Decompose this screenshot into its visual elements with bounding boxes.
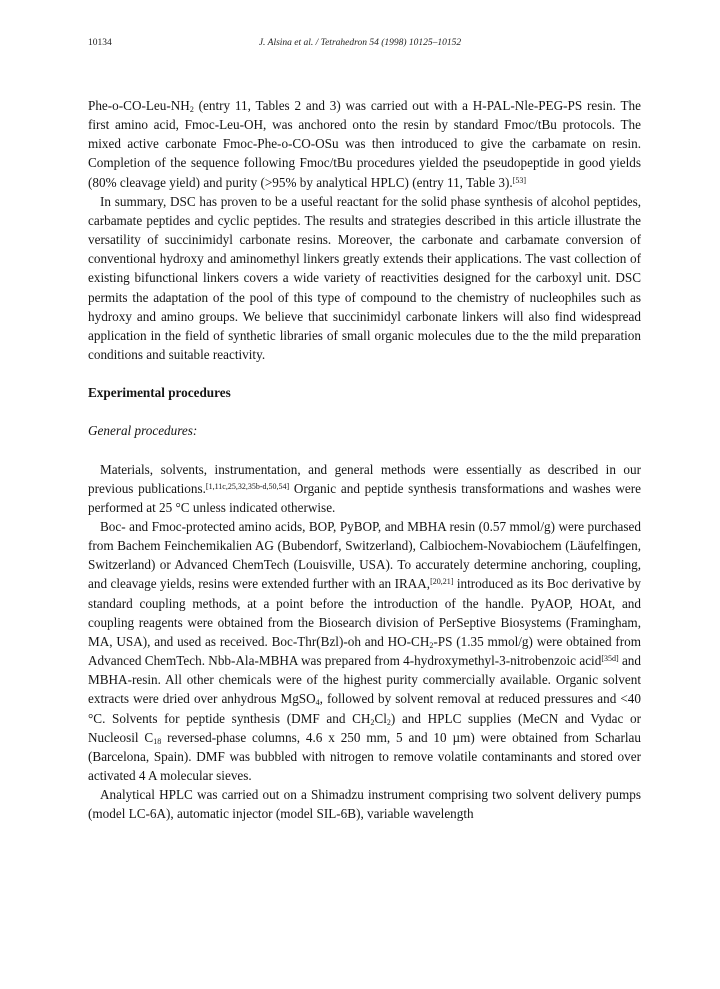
paragraph-pseudopeptide: Phe-$o-CO-Leu-NH_2$ (entry 11, Tables 2 and 3) was carried out with a H-PAL-Nle-PEG-PS resin. The first amino acid, Fmoc-Leu-OH, was anchored onto the resin by standard Fmoc/tBu protocols. The mixed active carbonate Fmoc-Phe-o-CO-OSu was then introduced to give the carbamate on resin. Completion of the sequence following Fmoc/tBu procedures yielded the pseudopeptide in good yields (80% cleavage yield) and purity (>95% by analytical HPLC) (entry 11, Table 3).[53] [88, 98, 641, 190]
citation-marker: [20,21] [430, 577, 454, 587]
paragraph-reagents: Boc- and Fmoc-protected amino acids, BOP, PyBOP, and MBHA resin (0.57 mmol/g) were purchased from Bachem Feinchemikalien AG (Bubendorf, Switzerland), Calbiochem-Novabiochem (Läufelfingen, Switzerland) or Advanced ChemTech (Louisville, USA). To accurately determine anchoring, coupling, and cleavage yields, resins were extended further with an IRAA,[20,21] introduced as its Boc derivative by standard coupling methods, at a point before the introduction of the handle. PyAOP, HOAt, and coupling reagents were obtained from the Biosearch division of PerSeptive Biosystems (Framingham, MA, USA), and used as received. Boc-Thr(Bzl)-oh and $HO-CH_2-PS$ (1.35 mmol/g) were obtained from Advanced ChemTech. Nbb-Ala-MBHA was prepared from 4-hydroxymethyl-3-nitrobenzoic acid[35d] and MBHA-resin. All other chemicals were of the highest purity commercially available. Organic solvent extracts were dried over anhydrous MgSO$_4$, followed by solvent removal at reduced pressures and <40 °C. Solvents for peptide synthesis (DMF and $CH_2Cl_2$) and HPLC supplies (MeCN and Vydac or Nucleosil $C_{18}$ reversed-phase columns, 4.6 x 250 mm, 5 and 10 µm) were obtained from Scharlau (Barcelona, Spain). DMF was bubbled with nitrogen to remove volatile contaminants and stored over activated 4 A molecular sieves. [88, 518, 642, 783]
page-number: 10134 [88, 38, 112, 48]
paragraph-hplc: Analytical HPLC was carried out on a Shimadzu instrument comprising two solvent delivery pumps (model LC-6A), automatic injector (model SIL-6B), variable wavelength [88, 787, 641, 822]
section-heading-experimental: Experimental procedures [88, 385, 231, 401]
running-header [88, 38, 632, 52]
journal-citation: J. Alsina et al. / Tetrahedron 54 (1998) 10125–10152 [258, 38, 462, 48]
subsection-heading-general: General procedures: [88, 423, 198, 439]
citation-marker: [1,11c,25,32,35b-d,50,54] [205, 481, 290, 491]
citation-marker: [35d] [601, 654, 619, 664]
article-body [88, 96, 641, 823]
paragraph-summary: In summary, DSC has proven to be a useful reactant for the solid phase synthesis of alcohol peptides, carbamate peptides and cyclic peptides. The results and strategies described in this article illustrate the versatility of succinimidyl carbonate resins. Moreover, the carbonate and carbamate conversion of conventional hydroxy and aminomethyl linkers greatly extends their applications. The vast collection of existing bifunctional linkers covers a wide variety of reactivities designed for the carboxyl unit. DSC permits the adaptation of the pool of this type of compound to the chemistry of nucleophiles such as hydroxy and amino groups. We believe that succinimidyl carbonate linkers will also find widespread application in the field of synthetic libraries of small organic molecules due to the the mild preparation conditions and suitable reactivity. [88, 193, 641, 363]
paragraph-materials: Materials, solvents, instrumentation, and general methods were essentially as described in our previous publications.[1,11c,25,32,35b-d,50,54] Organic and peptide synthesis transformations and washes were performed at 25 °C unless indicated otherwise. [88, 461, 641, 515]
citation-marker: [53] [512, 175, 527, 185]
